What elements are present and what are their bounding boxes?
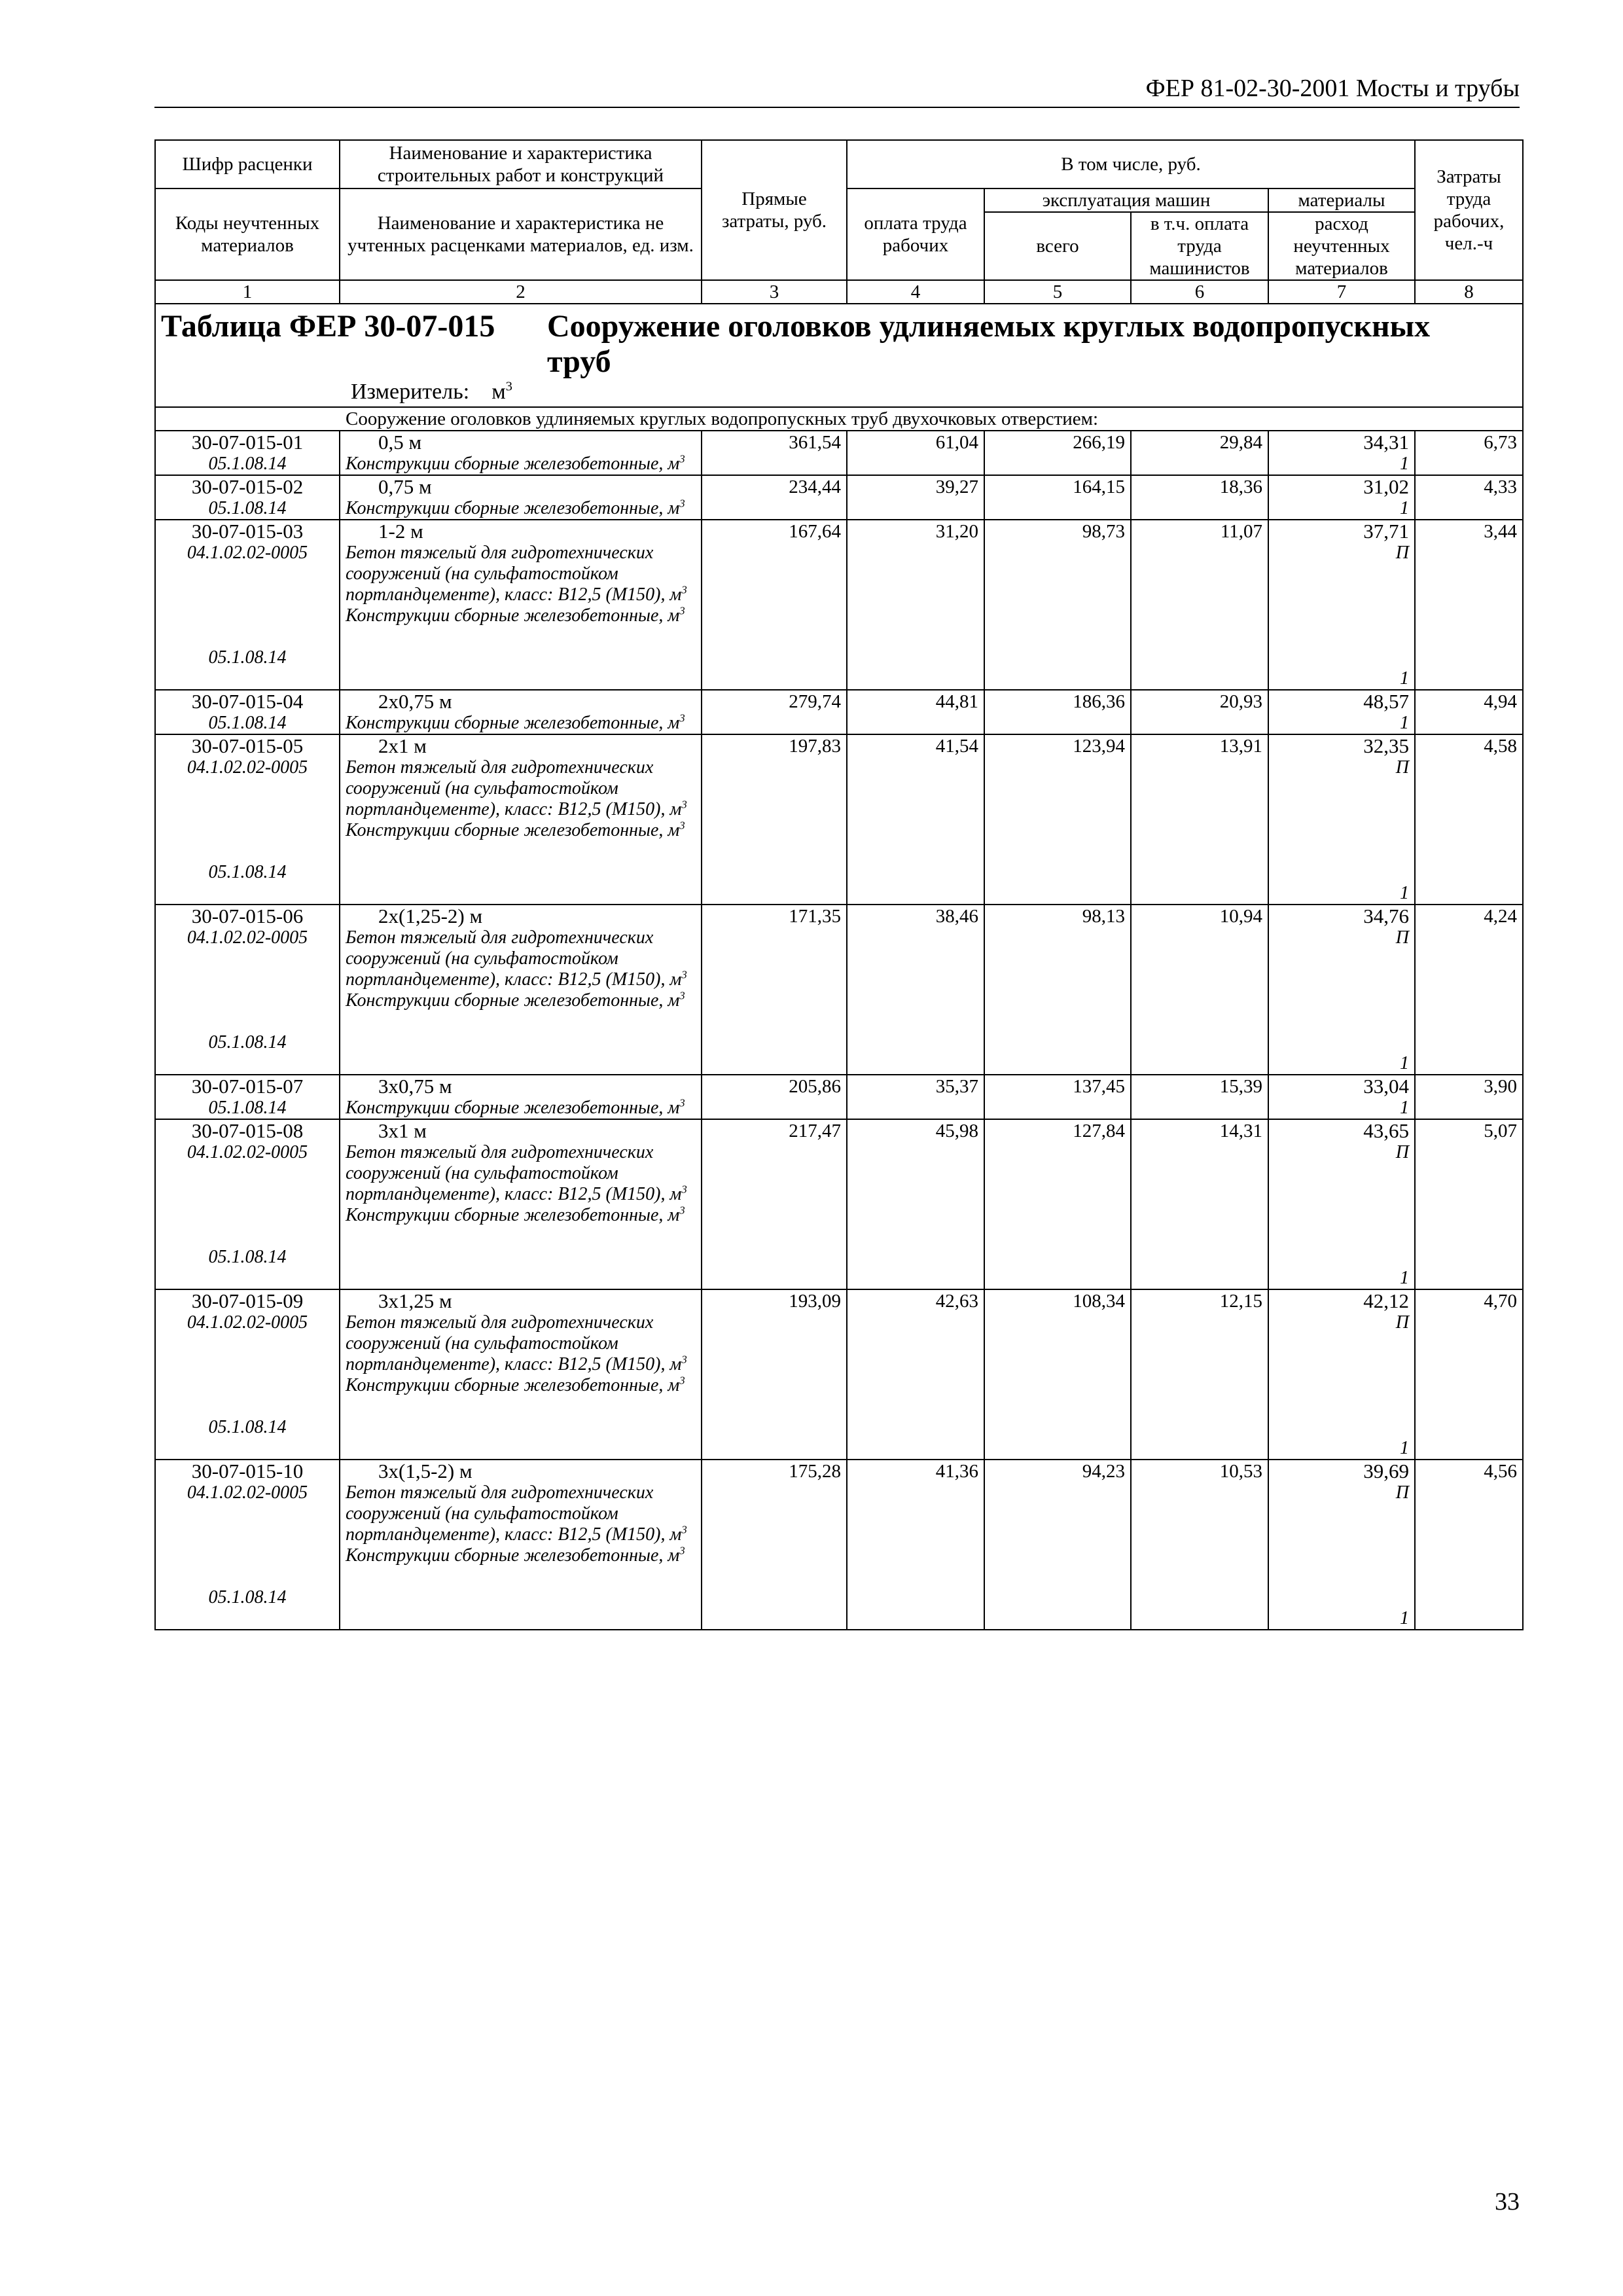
measure-unit-sup: 3 [505, 379, 512, 394]
machines-total-value: 123,94 [984, 734, 1131, 905]
materials-value: 39,69 [1363, 1460, 1409, 1482]
material-code: 05.1.08.14 [208, 713, 287, 733]
materials-cell [1268, 431, 1415, 475]
header-materials: материалы [1268, 188, 1415, 212]
work-name-cell [340, 690, 702, 734]
material-name-text: Конструкции сборные железобетонные, м [346, 1098, 680, 1118]
materials-value: 42,12 [1363, 1289, 1409, 1312]
work-name: 3x(1,5-2) м [378, 1460, 473, 1482]
work-name-cell [340, 1289, 702, 1460]
material-unit-sup: 3 [681, 1183, 687, 1196]
material-unit-sup: 3 [679, 452, 685, 465]
material-unit-sup: 3 [679, 604, 685, 617]
material-name-text: Конструкции сборные железобетонные, м [346, 990, 680, 1011]
rate-code-cell [155, 905, 340, 1075]
material-name [346, 1482, 696, 1545]
material-name-text: Конструкции сборные железобетонные, м [346, 713, 680, 733]
material-name [346, 713, 696, 734]
table-title-continued: труб [547, 344, 611, 379]
work-name-cell [340, 431, 702, 475]
material-name [346, 543, 696, 605]
materials-cell [1268, 520, 1415, 690]
material-name-text: Бетон тяжелый для гидротехнических сооружений (на сульфатостойком портландцементе), класс: В12,5 (М150), м [346, 757, 682, 819]
material-consumption-mark: П [1395, 543, 1409, 563]
header-code-top: Шифр расценки [155, 140, 340, 188]
direct-costs-value: 234,44 [702, 475, 847, 520]
rate-code: 30-07-015-09 [191, 1289, 304, 1312]
materials-value: 32,35 [1363, 734, 1409, 757]
direct-costs-value: 205,86 [702, 1075, 847, 1119]
material-unit-sup: 3 [679, 497, 685, 510]
direct-costs-value: 279,74 [702, 690, 847, 734]
table-title-block [155, 304, 1523, 407]
materials-cell [1268, 1119, 1415, 1289]
material-name [346, 1142, 696, 1205]
machines-wages-value: 13,91 [1131, 734, 1268, 905]
header-wages: оплата труда рабочих [847, 188, 984, 280]
rate-code-cell [155, 734, 340, 905]
header-name-top: Наименование и характеристика строительных работ и конструкций [340, 140, 702, 188]
header-code-bottom: Коды неучтенных материалов [155, 188, 340, 280]
rates-table [154, 139, 1524, 1630]
work-name-cell [340, 905, 702, 1075]
machines-wages-value: 15,39 [1131, 1075, 1268, 1119]
material-name-text: Бетон тяжелый для гидротехнических сооружений (на сульфатостойком портландцементе), класс: В12,5 (М150), м [346, 1142, 682, 1204]
material-unit-sup: 3 [681, 1523, 687, 1536]
table-row [155, 690, 1523, 734]
direct-costs-value: 217,47 [702, 1119, 847, 1289]
header-including: В том числе, руб. [847, 140, 1415, 188]
column-number: 3 [702, 280, 847, 304]
material-unit-sup: 3 [679, 819, 685, 832]
material-name-text: Бетон тяжелый для гидротехнических сооружений (на сульфатостойком портландцементе), класс: В12,5 (М150), м [346, 1312, 682, 1374]
material-consumption-mark: 1 [1400, 1053, 1409, 1073]
work-name: 3x1 м [378, 1119, 427, 1142]
materials-cell [1268, 734, 1415, 905]
table-row [155, 1289, 1523, 1460]
table-code: Таблица ФЕР 30-07-015 [161, 309, 495, 344]
rate-code: 30-07-015-07 [191, 1075, 304, 1098]
material-consumption-mark: 1 [1400, 1098, 1409, 1118]
work-name-cell [340, 1119, 702, 1289]
machines-wages-value: 20,93 [1131, 690, 1268, 734]
rate-code-cell [155, 475, 340, 520]
material-code: 04.1.02.02-0005 [187, 543, 308, 563]
material-code: 05.1.08.14 [208, 862, 287, 882]
table-row [155, 1119, 1523, 1289]
work-name-cell [340, 520, 702, 690]
table-title: Сооружение оголовков удлиняемых круглых водопропускных [547, 309, 1431, 344]
materials-cell [1268, 690, 1415, 734]
materials-cell [1268, 475, 1415, 520]
column-number: 6 [1131, 280, 1268, 304]
material-name-text: Бетон тяжелый для гидротехнических сооружений (на сульфатостойком портландцементе), класс: В12,5 (М150), м [346, 543, 682, 605]
column-number: 2 [340, 280, 702, 304]
labor-value: 5,07 [1415, 1119, 1523, 1289]
materials-value: 48,57 [1363, 690, 1409, 713]
material-name [346, 990, 696, 1011]
rate-code-cell [155, 431, 340, 475]
material-consumption-mark: П [1395, 1312, 1409, 1333]
work-name: 2x1 м [378, 734, 427, 757]
materials-value: 34,76 [1363, 905, 1409, 927]
machines-total-value: 137,45 [984, 1075, 1131, 1119]
material-code: 04.1.02.02-0005 [187, 1312, 308, 1333]
material-name [346, 1375, 696, 1396]
material-name-text: Бетон тяжелый для гидротехнических сооружений (на сульфатостойком портландцементе), класс: В12,5 (М150), м [346, 1482, 682, 1545]
material-consumption-mark: П [1395, 757, 1409, 778]
material-unit-sup: 3 [679, 1374, 685, 1387]
materials-value: 34,31 [1363, 431, 1409, 454]
direct-costs-value: 175,28 [702, 1460, 847, 1630]
header-machines-wages: в т.ч. оплата труда машинистов [1131, 212, 1268, 280]
direct-costs-value: 193,09 [702, 1289, 847, 1460]
labor-value: 3,44 [1415, 520, 1523, 690]
labor-value: 4,94 [1415, 690, 1523, 734]
rate-code: 30-07-015-08 [191, 1119, 304, 1142]
table-row [155, 1075, 1523, 1119]
rate-code: 30-07-015-02 [191, 475, 304, 498]
rate-code-cell [155, 1289, 340, 1460]
section-title: Сооружение оголовков удлиняемых круглых водопропускных труб двухочковых отверстием: [155, 407, 1523, 431]
materials-cell [1268, 1075, 1415, 1119]
material-consumption-mark: 1 [1400, 498, 1409, 518]
column-number: 8 [1415, 280, 1523, 304]
header-rule [154, 107, 1520, 108]
material-unit-sup: 3 [681, 968, 687, 981]
labor-value: 4,70 [1415, 1289, 1523, 1460]
work-name-cell [340, 1075, 702, 1119]
material-name-text: Конструкции сборные железобетонные, м [346, 820, 680, 840]
machines-total-value: 164,15 [984, 475, 1131, 520]
column-number: 7 [1268, 280, 1415, 304]
table-row [155, 475, 1523, 520]
measure-label: Измеритель: [351, 380, 470, 404]
material-name-text: Бетон тяжелый для гидротехнических сооружений (на сульфатостойком портландцементе), класс: В12,5 (М150), м [346, 927, 682, 990]
machines-total-value: 98,13 [984, 905, 1131, 1075]
material-unit-sup: 3 [681, 583, 687, 596]
rate-code: 30-07-015-03 [191, 520, 304, 543]
rate-code: 30-07-015-10 [191, 1460, 304, 1482]
materials-value: 31,02 [1363, 475, 1409, 498]
material-code: 04.1.02.02-0005 [187, 927, 308, 948]
machines-wages-value: 10,53 [1131, 1460, 1268, 1630]
material-unit-sup: 3 [681, 1353, 687, 1366]
machines-wages-value: 14,31 [1131, 1119, 1268, 1289]
work-name: 0,5 м [378, 431, 422, 454]
material-consumption-mark: П [1395, 1482, 1409, 1503]
machines-wages-value: 29,84 [1131, 431, 1268, 475]
materials-value: 37,71 [1363, 520, 1409, 543]
machines-total-value: 108,34 [984, 1289, 1131, 1460]
work-name: 0,75 м [378, 475, 432, 498]
header-labor: Затраты труда рабочих, чел.-ч [1415, 140, 1523, 280]
work-name-cell [340, 734, 702, 905]
wages-value: 44,81 [847, 690, 984, 734]
materials-cell [1268, 1460, 1415, 1630]
materials-value: 43,65 [1363, 1119, 1409, 1142]
material-consumption-mark: П [1395, 927, 1409, 948]
labor-value: 3,90 [1415, 1075, 1523, 1119]
work-name: 2x(1,25-2) м [378, 905, 483, 927]
material-name [346, 1545, 696, 1566]
labor-value: 4,33 [1415, 475, 1523, 520]
rate-code-cell [155, 520, 340, 690]
material-name [346, 1098, 696, 1119]
rate-code: 30-07-015-06 [191, 905, 304, 927]
document-header-title: ФЕР 81-02-30-2001 Мосты и трубы [1145, 75, 1520, 102]
rate-code-cell [155, 690, 340, 734]
direct-costs-value: 197,83 [702, 734, 847, 905]
wages-value: 61,04 [847, 431, 984, 475]
wages-value: 41,54 [847, 734, 984, 905]
table-row [155, 1460, 1523, 1630]
machines-total-value: 98,73 [984, 520, 1131, 690]
wages-value: 35,37 [847, 1075, 984, 1119]
machines-wages-value: 12,15 [1131, 1289, 1268, 1460]
column-number: 5 [984, 280, 1131, 304]
material-unit-sup: 3 [679, 1096, 685, 1109]
header-machines: эксплуатация машин [984, 188, 1268, 212]
wages-value: 45,98 [847, 1119, 984, 1289]
column-number: 4 [847, 280, 984, 304]
material-code: 05.1.08.14 [208, 1098, 287, 1118]
rate-code: 30-07-015-01 [191, 431, 304, 454]
material-consumption-mark: П [1395, 1142, 1409, 1162]
measure-line [161, 379, 1517, 405]
labor-value: 4,58 [1415, 734, 1523, 905]
material-unit-sup: 3 [679, 989, 685, 1002]
work-name-cell [340, 1460, 702, 1630]
material-unit-sup: 3 [679, 1544, 685, 1557]
material-code: 05.1.08.14 [208, 1417, 287, 1437]
rate-code-cell [155, 1119, 340, 1289]
page-number: 33 [1495, 2188, 1520, 2215]
wages-value: 39,27 [847, 475, 984, 520]
material-name-text: Конструкции сборные железобетонные, м [346, 605, 680, 626]
labor-value: 6,73 [1415, 431, 1523, 475]
material-name [346, 820, 696, 841]
material-consumption-mark: 1 [1400, 883, 1409, 903]
work-name: 3x1,25 м [378, 1289, 452, 1312]
table-row [155, 905, 1523, 1075]
machines-total-value: 266,19 [984, 431, 1131, 475]
materials-cell [1268, 1289, 1415, 1460]
materials-value: 33,04 [1363, 1075, 1409, 1098]
material-code: 04.1.02.02-0005 [187, 1142, 308, 1162]
machines-wages-value: 18,36 [1131, 475, 1268, 520]
work-name: 2x0,75 м [378, 690, 452, 713]
material-code: 05.1.08.14 [208, 1587, 287, 1607]
material-code: 05.1.08.14 [208, 498, 287, 518]
material-name [346, 1205, 696, 1226]
material-consumption-mark: 1 [1400, 1438, 1409, 1458]
material-code: 05.1.08.14 [208, 1032, 287, 1052]
material-name-text: Конструкции сборные железобетонные, м [346, 454, 680, 474]
materials-cell [1268, 905, 1415, 1075]
measure-unit: м [491, 380, 506, 404]
direct-costs-value: 361,54 [702, 431, 847, 475]
material-consumption-mark: 1 [1400, 668, 1409, 689]
work-name-cell [340, 475, 702, 520]
material-code: 05.1.08.14 [208, 454, 287, 474]
material-name [346, 605, 696, 626]
table-row [155, 734, 1523, 905]
header-materials-sub: расход неучтенных материалов [1268, 212, 1415, 280]
material-name-text: Конструкции сборные железобетонные, м [346, 1205, 680, 1225]
header-direct-costs: Прямые затраты, руб. [702, 140, 847, 280]
material-consumption-mark: 1 [1400, 713, 1409, 733]
labor-value: 4,24 [1415, 905, 1523, 1075]
table-row [155, 431, 1523, 475]
material-name [346, 927, 696, 990]
machines-wages-value: 10,94 [1131, 905, 1268, 1075]
material-name-text: Конструкции сборные железобетонные, м [346, 1375, 680, 1395]
rate-code-cell [155, 1075, 340, 1119]
material-unit-sup: 3 [681, 798, 687, 811]
machines-total-value: 127,84 [984, 1119, 1131, 1289]
material-unit-sup: 3 [679, 711, 685, 725]
machines-total-value: 186,36 [984, 690, 1131, 734]
material-code: 05.1.08.14 [208, 647, 287, 668]
work-name: 1-2 м [378, 520, 423, 543]
direct-costs-value: 171,35 [702, 905, 847, 1075]
material-consumption-mark: 1 [1400, 1608, 1409, 1628]
header-machines-total: всего [984, 212, 1131, 280]
header-name-bottom: Наименование и характеристика не учтенных расценками материалов, ед. изм. [340, 188, 702, 280]
material-unit-sup: 3 [679, 1204, 685, 1217]
material-name [346, 757, 696, 820]
wages-value: 38,46 [847, 905, 984, 1075]
wages-value: 42,63 [847, 1289, 984, 1460]
material-name-text: Конструкции сборные железобетонные, м [346, 498, 680, 518]
material-name [346, 498, 696, 519]
column-number: 1 [155, 280, 340, 304]
material-code: 04.1.02.02-0005 [187, 757, 308, 778]
rate-code-cell [155, 1460, 340, 1630]
wages-value: 31,20 [847, 520, 984, 690]
machines-total-value: 94,23 [984, 1460, 1131, 1630]
rate-code: 30-07-015-05 [191, 734, 304, 757]
material-consumption-mark: 1 [1400, 454, 1409, 474]
work-name: 3x0,75 м [378, 1075, 452, 1098]
wages-value: 41,36 [847, 1460, 984, 1630]
material-code: 05.1.08.14 [208, 1247, 287, 1267]
material-name [346, 1312, 696, 1375]
material-consumption-mark: 1 [1400, 1268, 1409, 1288]
material-code: 04.1.02.02-0005 [187, 1482, 308, 1503]
material-name [346, 454, 696, 475]
table-row [155, 520, 1523, 690]
rate-code: 30-07-015-04 [191, 690, 304, 713]
material-name-text: Конструкции сборные железобетонные, м [346, 1545, 680, 1566]
direct-costs-value: 167,64 [702, 520, 847, 690]
machines-wages-value: 11,07 [1131, 520, 1268, 690]
labor-value: 4,56 [1415, 1460, 1523, 1630]
